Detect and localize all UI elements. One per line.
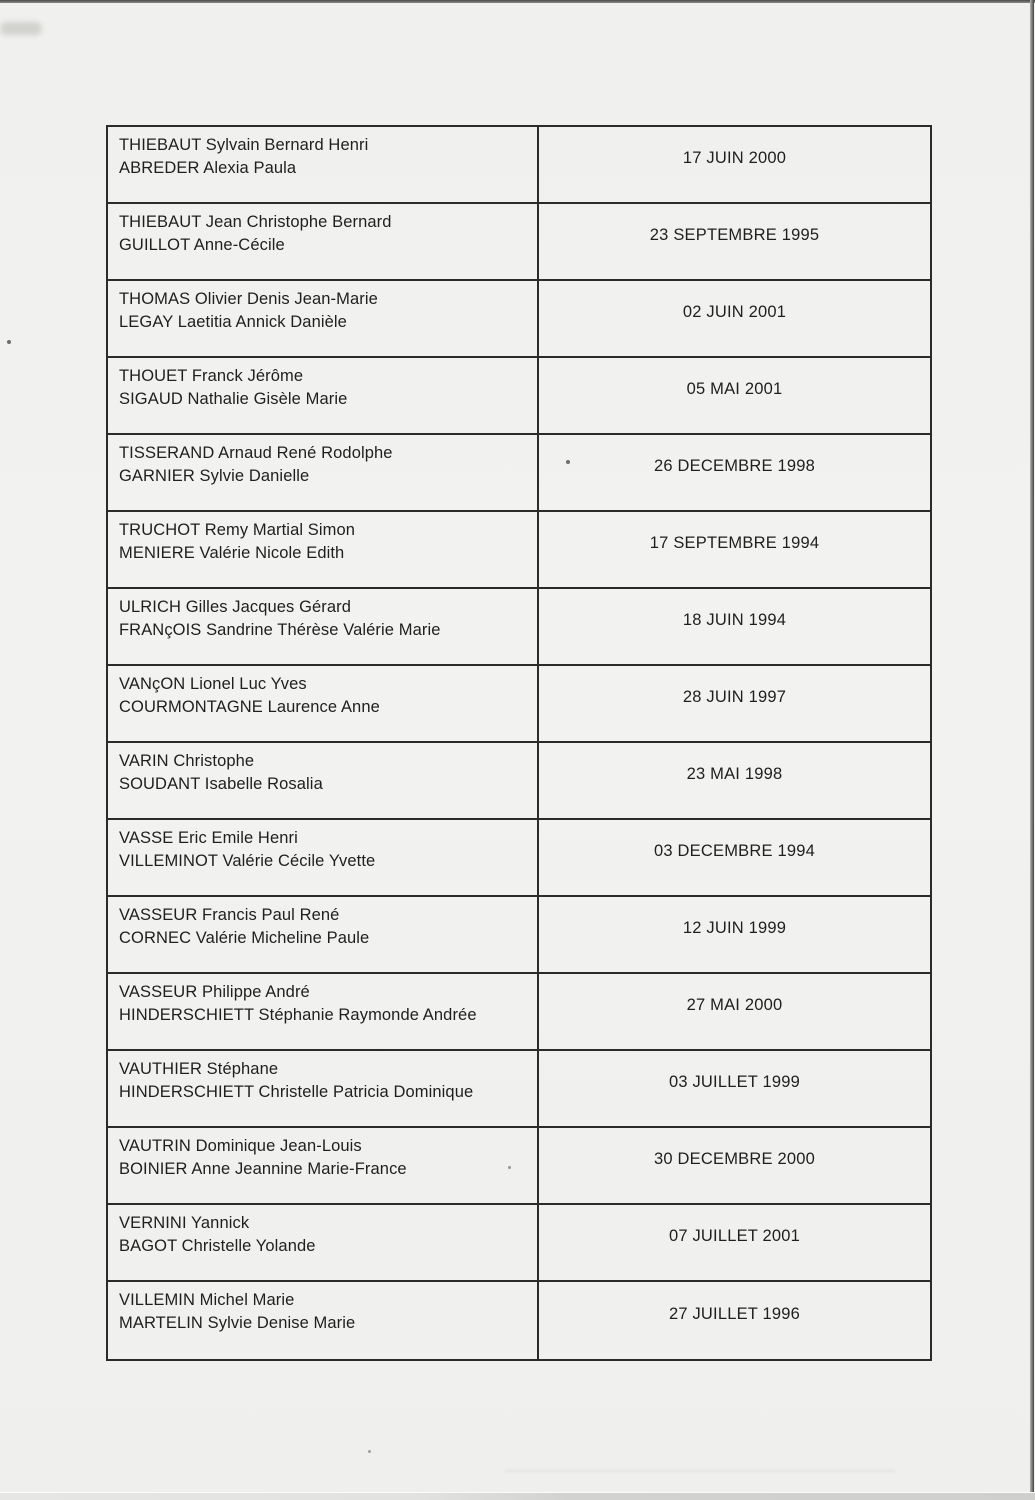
date-cell: 27 MAI 2000 (537, 974, 930, 1049)
date-cell: 03 DECEMBRE 1994 (537, 820, 930, 895)
name-line-1: VERNINI Yannick (119, 1214, 250, 1232)
names-cell (108, 1205, 537, 1280)
date-cell: 23 MAI 1998 (537, 743, 930, 818)
names-cell (108, 820, 537, 895)
name-line-1: VASSEUR Francis Paul René (119, 906, 340, 924)
names-cell (108, 589, 537, 664)
table-row (108, 512, 930, 589)
name-line-1: VASSEUR Philippe André (119, 983, 310, 1001)
name-line-2: SIGAUD Nathalie Gisèle Marie (119, 390, 348, 408)
table-row (108, 1282, 930, 1359)
table-row (108, 743, 930, 820)
names-cell (108, 897, 537, 972)
date-cell: 26 DECEMBRE 1998 (537, 435, 930, 510)
name-line-2: ABREDER Alexia Paula (119, 159, 297, 177)
date-cell: 23 SEPTEMBRE 1995 (537, 204, 930, 279)
table-row (108, 1128, 930, 1205)
table-row (108, 281, 930, 358)
name-line-2: VILLEMINOT Valérie Cécile Yvette (119, 852, 376, 870)
name-line-2: LEGAY Laetitia Annick Danièle (119, 313, 347, 331)
scan-fold-line (505, 1470, 895, 1472)
name-line-2: BAGOT Christelle Yolande (119, 1237, 316, 1255)
name-line-2: SOUDANT Isabelle Rosalia (119, 775, 323, 793)
date-cell: 07 JUILLET 2001 (537, 1205, 930, 1280)
date-cell: 30 DECEMBRE 2000 (537, 1128, 930, 1203)
table-row (108, 666, 930, 743)
table-row (108, 435, 930, 512)
names-cell (108, 1128, 537, 1203)
scan-edge-bottom (0, 1492, 1035, 1500)
name-line-1: THOUET Franck Jérôme (119, 367, 304, 385)
names-cell (108, 127, 537, 202)
date-cell: 03 JUILLET 1999 (537, 1051, 930, 1126)
names-cell (108, 1051, 537, 1126)
name-line-2: MARTELIN Sylvie Denise Marie (119, 1314, 356, 1332)
name-line-2: COURMONTAGNE Laurence Anne (119, 698, 380, 716)
names-cell (108, 281, 537, 356)
name-line-2: GUILLOT Anne-Cécile (119, 236, 285, 254)
scan-speck (7, 340, 11, 344)
name-line-1: THIEBAUT Jean Christophe Bernard (119, 213, 392, 231)
name-line-2: HINDERSCHIETT Christelle Patricia Dominique (119, 1083, 474, 1101)
table-row (108, 127, 930, 204)
name-line-1: THOMAS Olivier Denis Jean-Marie (119, 290, 378, 308)
name-line-2: BOINIER Anne Jeannine Marie-France (119, 1160, 407, 1178)
date-cell: 02 JUIN 2001 (537, 281, 930, 356)
date-cell: 17 SEPTEMBRE 1994 (537, 512, 930, 587)
date-cell: 12 JUIN 1999 (537, 897, 930, 972)
scan-edge-right (1030, 0, 1034, 1500)
date-cell: 05 MAI 2001 (537, 358, 930, 433)
names-cell (108, 512, 537, 587)
name-line-2: CORNEC Valérie Micheline Paule (119, 929, 370, 947)
name-line-2: MENIERE Valérie Nicole Edith (119, 544, 345, 562)
name-line-1: VILLEMIN Michel Marie (119, 1291, 295, 1309)
name-line-1: VARIN Christophe (119, 752, 255, 770)
name-line-1: ULRICH Gilles Jacques Gérard (119, 598, 352, 616)
name-line-2: HINDERSCHIETT Stéphanie Raymonde Andrée (119, 1006, 477, 1024)
name-line-1: VANçON Lionel Luc Yves (119, 675, 307, 693)
scan-speck (368, 1450, 371, 1453)
name-line-1: TRUCHOT Remy Martial Simon (119, 521, 356, 539)
names-cell (108, 743, 537, 818)
table-row (108, 897, 930, 974)
names-cell (108, 974, 537, 1049)
name-line-1: TISSERAND Arnaud René Rodolphe (119, 444, 393, 462)
date-cell: 17 JUIN 2000 (537, 127, 930, 202)
name-line-1: THIEBAUT Sylvain Bernard Henri (119, 136, 369, 154)
table-row (108, 820, 930, 897)
table-row (108, 589, 930, 666)
marriage-table (106, 125, 932, 1361)
name-line-1: VAUTHIER Stéphane (119, 1060, 279, 1078)
name-line-2: FRANçOIS Sandrine Thérèse Valérie Marie (119, 621, 441, 639)
names-cell (108, 435, 537, 510)
table-row (108, 1205, 930, 1282)
name-line-2: GARNIER Sylvie Danielle (119, 467, 310, 485)
date-cell: 18 JUIN 1994 (537, 589, 930, 664)
names-cell (108, 666, 537, 741)
table-row (108, 358, 930, 435)
names-cell (108, 1282, 537, 1359)
table-row (108, 1051, 930, 1128)
table-row (108, 204, 930, 281)
date-cell: 27 JUILLET 1996 (537, 1282, 930, 1359)
name-line-1: VAUTRIN Dominique Jean-Louis (119, 1137, 362, 1155)
scan-edge-top (0, 0, 1035, 3)
names-cell (108, 358, 537, 433)
table-row (108, 974, 930, 1051)
date-cell: 28 JUIN 1997 (537, 666, 930, 741)
names-cell (108, 204, 537, 279)
scan-smudge (0, 22, 42, 35)
name-line-1: VASSE Eric Emile Henri (119, 829, 298, 847)
